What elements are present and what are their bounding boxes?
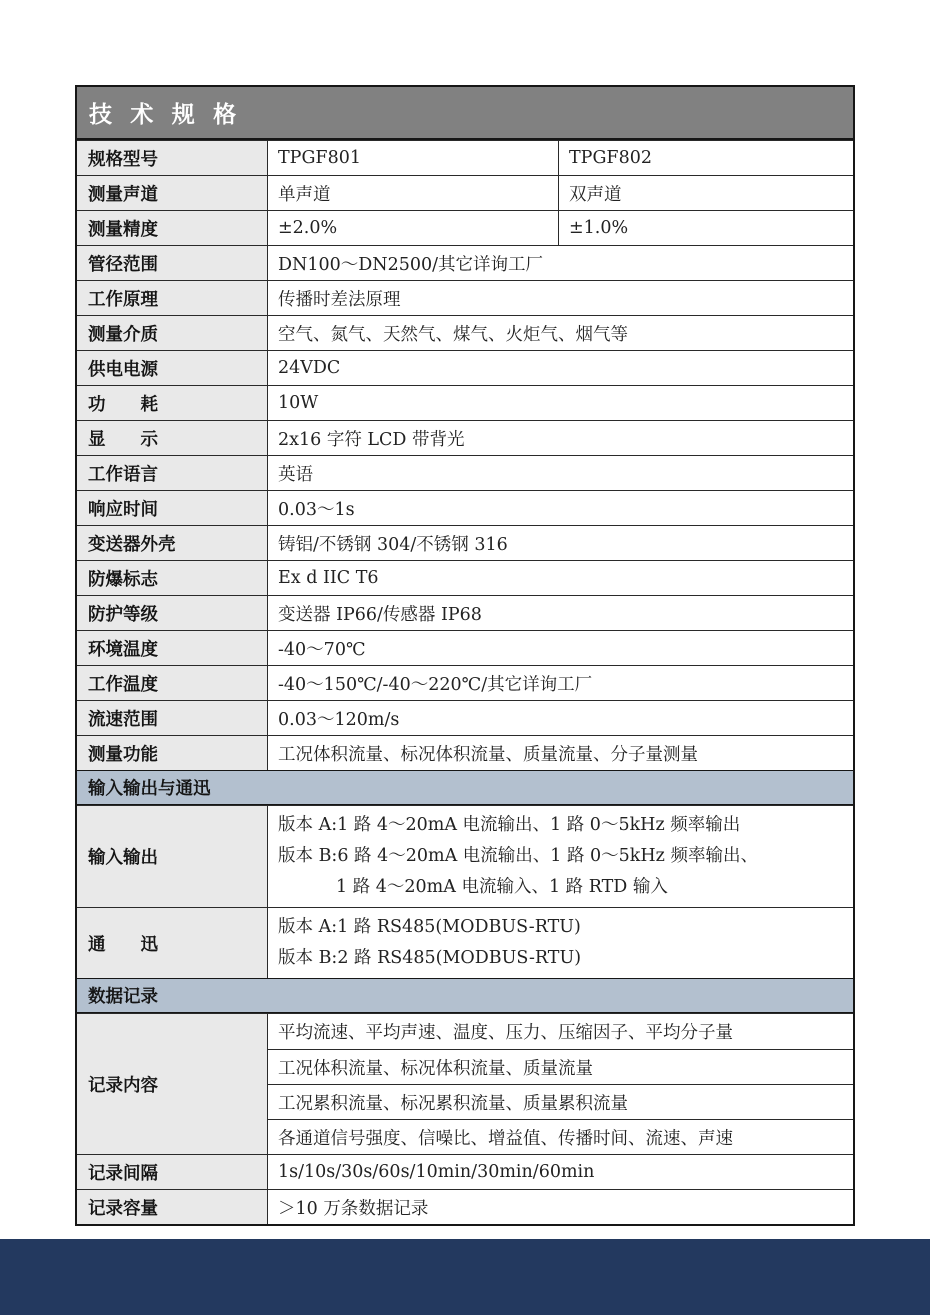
row-label: 测量功能 xyxy=(77,736,268,770)
io-line-version-a: 版本 A:1 路 4～20mA 电流输出、1 路 0～5kHz 频率输出 xyxy=(278,815,741,835)
table-row-record-interval xyxy=(77,1154,853,1189)
table-row-media xyxy=(77,315,853,350)
table-row-language xyxy=(77,455,853,490)
row-value-col1: TPGF801 xyxy=(268,141,559,175)
row-label: 规格型号 xyxy=(77,141,268,175)
spec-table xyxy=(75,85,855,1226)
table-row-working-temp xyxy=(77,665,853,700)
table-title-bar xyxy=(77,87,853,140)
row-label: 输入输出 xyxy=(77,806,268,907)
row-value: 2x16 字符 LCD 带背光 xyxy=(278,429,465,450)
table-row-pipe-range xyxy=(77,245,853,280)
table-title: 技 术 规 格 xyxy=(89,101,243,127)
row-value-col2: TPGF802 xyxy=(569,148,652,168)
comm-line-version-a: 版本 A:1 路 RS485(MODBUS-RTU) xyxy=(278,917,581,937)
row-label: 记录容量 xyxy=(77,1190,268,1224)
io-line-version-b: 版本 B:6 路 4～20mA 电流输出、1 路 0～5kHz 频率输出、 xyxy=(278,846,758,866)
row-value: 0.03～120m/s xyxy=(278,709,400,730)
row-value-col1: 单声道 xyxy=(268,176,559,210)
row-label: 通 迅 xyxy=(77,908,268,978)
row-value-col1: ±2.0% xyxy=(268,211,559,245)
table-row-display xyxy=(77,420,853,455)
row-value: DN100～DN2500/其它详询工厂 xyxy=(278,254,544,275)
row-label: 防护等级 xyxy=(77,596,268,630)
record-content-item: 各通道信号强度、信噪比、增益值、传播时间、流速、声速 xyxy=(268,1119,853,1154)
row-value: Ex d IIC T6 xyxy=(278,568,379,588)
table-row-principle xyxy=(77,280,853,315)
row-value-multiline xyxy=(268,806,853,907)
row-value: 1s/10s/30s/60s/10min/30min/60min xyxy=(278,1162,595,1182)
io-line-version-b-cont: 1 路 4～20mA 电流输入、1 路 RTD 输入 xyxy=(336,877,668,897)
section-header-record: 数据记录 xyxy=(77,978,853,1013)
row-label: 工作原理 xyxy=(77,281,268,315)
row-label: 环境温度 xyxy=(77,631,268,665)
row-value: 0.03～1s xyxy=(278,499,355,520)
row-value: 变送器 IP66/传感器 IP68 xyxy=(278,604,482,625)
table-row-velocity-range xyxy=(77,700,853,735)
record-content-subrows xyxy=(268,1014,853,1154)
row-value: 传播时差法原理 xyxy=(278,289,401,310)
table-row-ambient-temp xyxy=(77,630,853,665)
section-header-io: 输入输出与通迅 xyxy=(77,770,853,805)
footer-navy-band xyxy=(0,1239,930,1315)
row-label: 变送器外壳 xyxy=(77,526,268,560)
table-row-functions xyxy=(77,735,853,770)
row-label: 显 示 xyxy=(77,421,268,455)
table-row-response-time xyxy=(77,490,853,525)
row-label: 工作语言 xyxy=(77,456,268,490)
record-content-item: 平均流速、平均声速、温度、压力、压缩因子、平均分子量 xyxy=(278,1023,733,1043)
row-value: 10W xyxy=(278,393,319,413)
comm-line-version-b: 版本 B:2 路 RS485(MODBUS-RTU) xyxy=(278,948,582,968)
row-label: 流速范围 xyxy=(77,701,268,735)
row-label: 供电电源 xyxy=(77,351,268,385)
table-row-housing xyxy=(77,525,853,560)
table-row-model xyxy=(77,140,853,175)
row-label: 测量精度 xyxy=(77,211,268,245)
table-row-consumption xyxy=(77,385,853,420)
row-value: -40～150℃/-40～220℃/其它详询工厂 xyxy=(278,674,593,695)
row-label: 测量介质 xyxy=(77,316,268,350)
row-value: ＞10 万条数据记录 xyxy=(278,1198,429,1219)
table-row-power-supply xyxy=(77,350,853,385)
record-content-item: 工况累积流量、标况累积流量、质量累积流量 xyxy=(268,1084,853,1119)
row-value-multiline xyxy=(268,908,853,978)
row-value: 铸铝/不锈钢 304/不锈钢 316 xyxy=(278,534,508,555)
row-label: 功 耗 xyxy=(77,386,268,420)
row-value: 英语 xyxy=(278,464,313,485)
row-value: 24VDC xyxy=(278,358,341,378)
row-value: -40～70℃ xyxy=(278,639,366,660)
table-row-io xyxy=(77,805,853,907)
table-row-communication xyxy=(77,907,853,978)
row-label: 记录内容 xyxy=(77,1014,268,1154)
row-value: 空气、氮气、天然气、煤气、火炬气、烟气等 xyxy=(278,324,628,345)
row-label: 记录间隔 xyxy=(77,1155,268,1189)
record-content-item: 工况体积流量、标况体积流量、质量流量 xyxy=(268,1049,853,1084)
table-row-protection xyxy=(77,595,853,630)
row-label: 工作温度 xyxy=(77,666,268,700)
row-label: 管径范围 xyxy=(77,246,268,280)
table-row-channels xyxy=(77,175,853,210)
row-label: 防爆标志 xyxy=(77,561,268,595)
row-label: 响应时间 xyxy=(77,491,268,525)
row-value: 工况体积流量、标况体积流量、质量流量、分子量测量 xyxy=(278,744,698,765)
table-row-record-capacity xyxy=(77,1189,853,1224)
table-row-record-content xyxy=(77,1013,853,1154)
table-row-explosion-proof xyxy=(77,560,853,595)
row-value-col2: 双声道 xyxy=(569,184,622,205)
table-row-accuracy xyxy=(77,210,853,245)
row-label: 测量声道 xyxy=(77,176,268,210)
row-value-col2: ±1.0% xyxy=(569,218,629,238)
